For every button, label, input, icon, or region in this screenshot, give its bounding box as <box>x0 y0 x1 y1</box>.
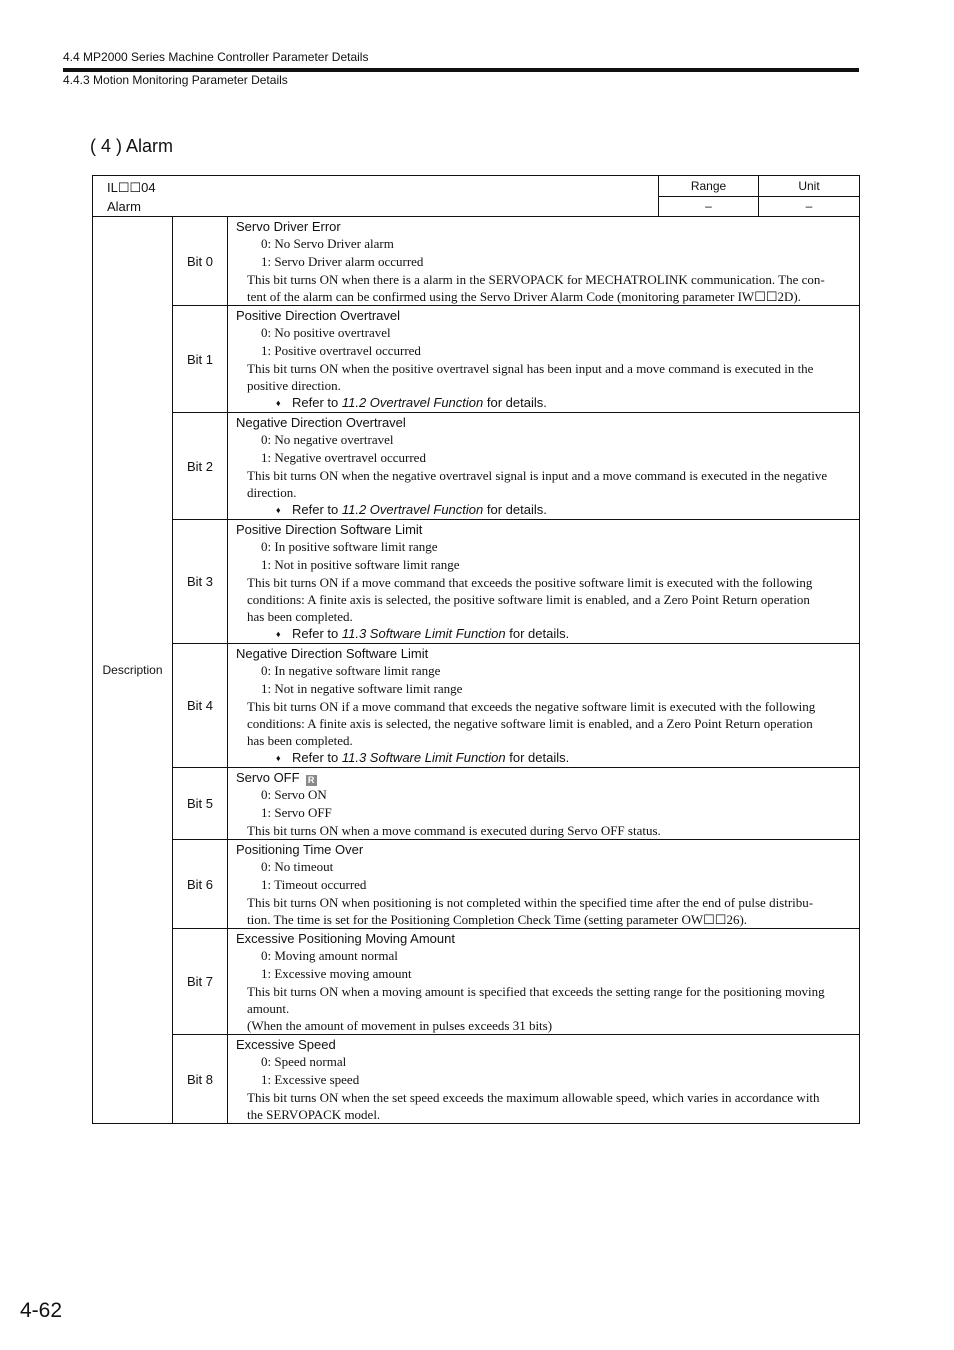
bit-content <box>228 306 860 413</box>
bit-description: amount. <box>247 1001 290 1016</box>
bit-option: 1: Not in negative software limit range <box>261 681 463 696</box>
bit-option: 1: Excessive moving amount <box>261 966 412 981</box>
description-label: Description <box>93 217 173 1124</box>
reference-prefix: Refer to <box>292 502 342 517</box>
reference-note <box>236 394 853 412</box>
bit-option: 1: Servo OFF <box>261 805 332 820</box>
bit-row <box>93 520 860 644</box>
reference-suffix: for details. <box>483 502 547 517</box>
bit-description: This bit turns ON when a moving amount is specified that exceeds the setting range for the positioning moving <box>247 984 825 999</box>
bit-label: Bit 4 <box>173 644 228 768</box>
bit-row <box>93 840 860 929</box>
diamond-bullet-icon: ♦ <box>276 629 281 639</box>
bit-description: positive direction. <box>247 378 341 393</box>
reference-suffix: for details. <box>505 626 570 641</box>
bit-title-text: Positive Direction Software Limit <box>236 522 423 537</box>
bit-description: tion. The time is set for the Positioning Completion Check Time (setting parameter OW☐☐26). <box>247 912 748 927</box>
diamond-bullet-icon: ♦ <box>276 505 281 515</box>
bit-title <box>236 841 853 858</box>
bit-option: 0: No negative overtravel <box>261 432 394 447</box>
bit-label: Bit 8 <box>173 1035 228 1124</box>
bit-option: 0: In negative software limit range <box>261 663 441 678</box>
bit-label: Bit 7 <box>173 929 228 1035</box>
bit-title <box>236 769 853 786</box>
unit-value: – <box>759 196 860 217</box>
bit-title <box>236 307 853 324</box>
reference-link[interactable]: 11.2 Overtravel Function <box>341 395 484 410</box>
bit-content <box>228 520 860 644</box>
bit-description: has been completed. <box>247 609 353 624</box>
bit-title <box>236 930 853 947</box>
bit-row <box>93 217 860 306</box>
register-cell <box>93 176 659 217</box>
reference-link[interactable]: 11.2 Overtravel Function <box>341 502 484 517</box>
diamond-bullet-icon: ♦ <box>276 753 281 763</box>
bit-content <box>228 217 860 306</box>
bit-title <box>236 414 853 431</box>
reference-note <box>236 501 853 519</box>
register-name: Alarm <box>107 199 141 214</box>
bit-content <box>228 929 860 1035</box>
bit-option: 0: In positive software limit range <box>261 539 438 554</box>
bit-option: 0: No positive overtravel <box>261 325 391 340</box>
bit-description: This bit turns ON when the set speed exceeds the maximum allowable speed, which varies in accordance with <box>247 1090 820 1105</box>
bit-description: the SERVOPACK model. <box>247 1107 381 1122</box>
section-title: ( 4 ) Alarm <box>90 136 174 156</box>
bit-title-text: Negative Direction Overtravel <box>236 415 406 430</box>
bit-label: Bit 0 <box>173 217 228 306</box>
bit-option: 1: Positive overtravel occurred <box>261 343 421 358</box>
bit-option: 1: Negative overtravel occurred <box>261 450 426 465</box>
bit-title-text: Excessive Positioning Moving Amount <box>236 931 455 946</box>
reference-link[interactable]: 11.3 Software Limit Function <box>341 750 506 765</box>
bit-row <box>93 929 860 1035</box>
bit-description: tent of the alarm can be confirmed using the Servo Driver Alarm Code (monitoring parameter IW☐☐2D). <box>247 289 801 304</box>
bit-option: 0: Servo ON <box>261 787 327 802</box>
bit-row <box>93 768 860 840</box>
page-number: 4-62 <box>20 1299 63 1322</box>
bit-description: This bit turns ON when positioning is not completed within the specified time after the end of pulse distribu- <box>247 895 814 910</box>
bit-option: 0: No timeout <box>261 859 334 874</box>
bit-title <box>236 645 853 662</box>
reference-note <box>236 749 853 767</box>
bit-description: has been completed. <box>247 733 353 748</box>
bit-content <box>228 1035 860 1124</box>
register-id: IL☐☐04 <box>107 180 156 195</box>
unit-header: Unit <box>759 176 860 197</box>
bit-description: direction. <box>247 485 297 500</box>
bit-title-text: Negative Direction Software Limit <box>236 646 429 661</box>
reference-link[interactable]: 11.3 Software Limit Function <box>341 626 506 641</box>
bit-content <box>228 768 860 840</box>
bit-option: 0: Speed normal <box>261 1054 347 1069</box>
section-header: 4.4 MP2000 Series Machine Controller Parameter Details <box>63 50 369 64</box>
header-rule <box>63 68 859 72</box>
bit-row <box>93 644 860 768</box>
header-row <box>93 176 860 197</box>
bit-title-text: Servo OFF <box>236 770 300 785</box>
bit-title-text: Positioning Time Over <box>236 842 364 857</box>
bit-description: This bit turns ON when a move command is executed during Servo OFF status. <box>247 823 661 838</box>
bit-content <box>228 840 860 929</box>
bit-option: 0: Moving amount normal <box>261 948 398 963</box>
bit-title <box>236 521 853 538</box>
bit-row <box>93 306 860 413</box>
bit-label: Bit 5 <box>173 768 228 840</box>
bit-description: This bit turns ON when the negative overtravel signal is input and a move command is executed in the negative <box>247 468 828 483</box>
bit-description: (When the amount of movement in pulses exceeds 31 bits) <box>247 1018 553 1033</box>
read-only-icon: R <box>306 775 317 786</box>
bit-content <box>228 644 860 768</box>
reference-prefix: Refer to <box>292 626 342 641</box>
bit-description: conditions: A finite axis is selected, the positive software limit is enabled, and a Zero Point Return operation <box>247 592 810 607</box>
reference-note <box>236 625 853 643</box>
bit-row <box>93 1035 860 1124</box>
bit-description: This bit turns ON if a move command that exceeds the positive software limit is executed with the following <box>247 575 813 590</box>
bit-option: 1: Timeout occurred <box>261 877 367 892</box>
reference-prefix: Refer to <box>292 750 342 765</box>
bit-description: This bit turns ON when the positive overtravel signal has been input and a move command is executed in the <box>247 361 814 376</box>
bit-title <box>236 1036 853 1053</box>
bit-title-text: Excessive Speed <box>236 1037 336 1052</box>
range-header: Range <box>659 176 759 197</box>
bit-label: Bit 3 <box>173 520 228 644</box>
bit-description: This bit turns ON when there is a alarm in the SERVOPACK for MECHATROLINK communication. The con- <box>247 272 825 287</box>
bit-description: This bit turns ON if a move command that exceeds the negative software limit is executed with the following <box>247 699 816 714</box>
reference-prefix: Refer to <box>292 395 342 410</box>
bit-option: 0: No Servo Driver alarm <box>261 236 394 251</box>
bit-content <box>228 413 860 520</box>
reference-suffix: for details. <box>483 395 547 410</box>
diamond-bullet-icon: ♦ <box>276 398 281 408</box>
bit-title <box>236 218 853 235</box>
bit-label: Bit 2 <box>173 413 228 520</box>
bit-row <box>93 413 860 520</box>
bit-title-text: Servo Driver Error <box>236 219 341 234</box>
bit-option: 1: Excessive speed <box>261 1072 360 1087</box>
bit-option: 1: Not in positive software limit range <box>261 557 460 572</box>
bit-option: 1: Servo Driver alarm occurred <box>261 254 424 269</box>
bit-description: conditions: A finite axis is selected, the negative software limit is enabled, and a Zero Point Return operation <box>247 716 813 731</box>
reference-suffix: for details. <box>505 750 570 765</box>
bit-label: Bit 1 <box>173 306 228 413</box>
bit-title-text: Positive Direction Overtravel <box>236 308 400 323</box>
bit-label: Bit 6 <box>173 840 228 929</box>
range-value: – <box>659 196 759 217</box>
subsection-header: 4.4.3 Motion Monitoring Parameter Details <box>63 73 288 87</box>
alarm-parameter-table <box>92 175 860 1124</box>
